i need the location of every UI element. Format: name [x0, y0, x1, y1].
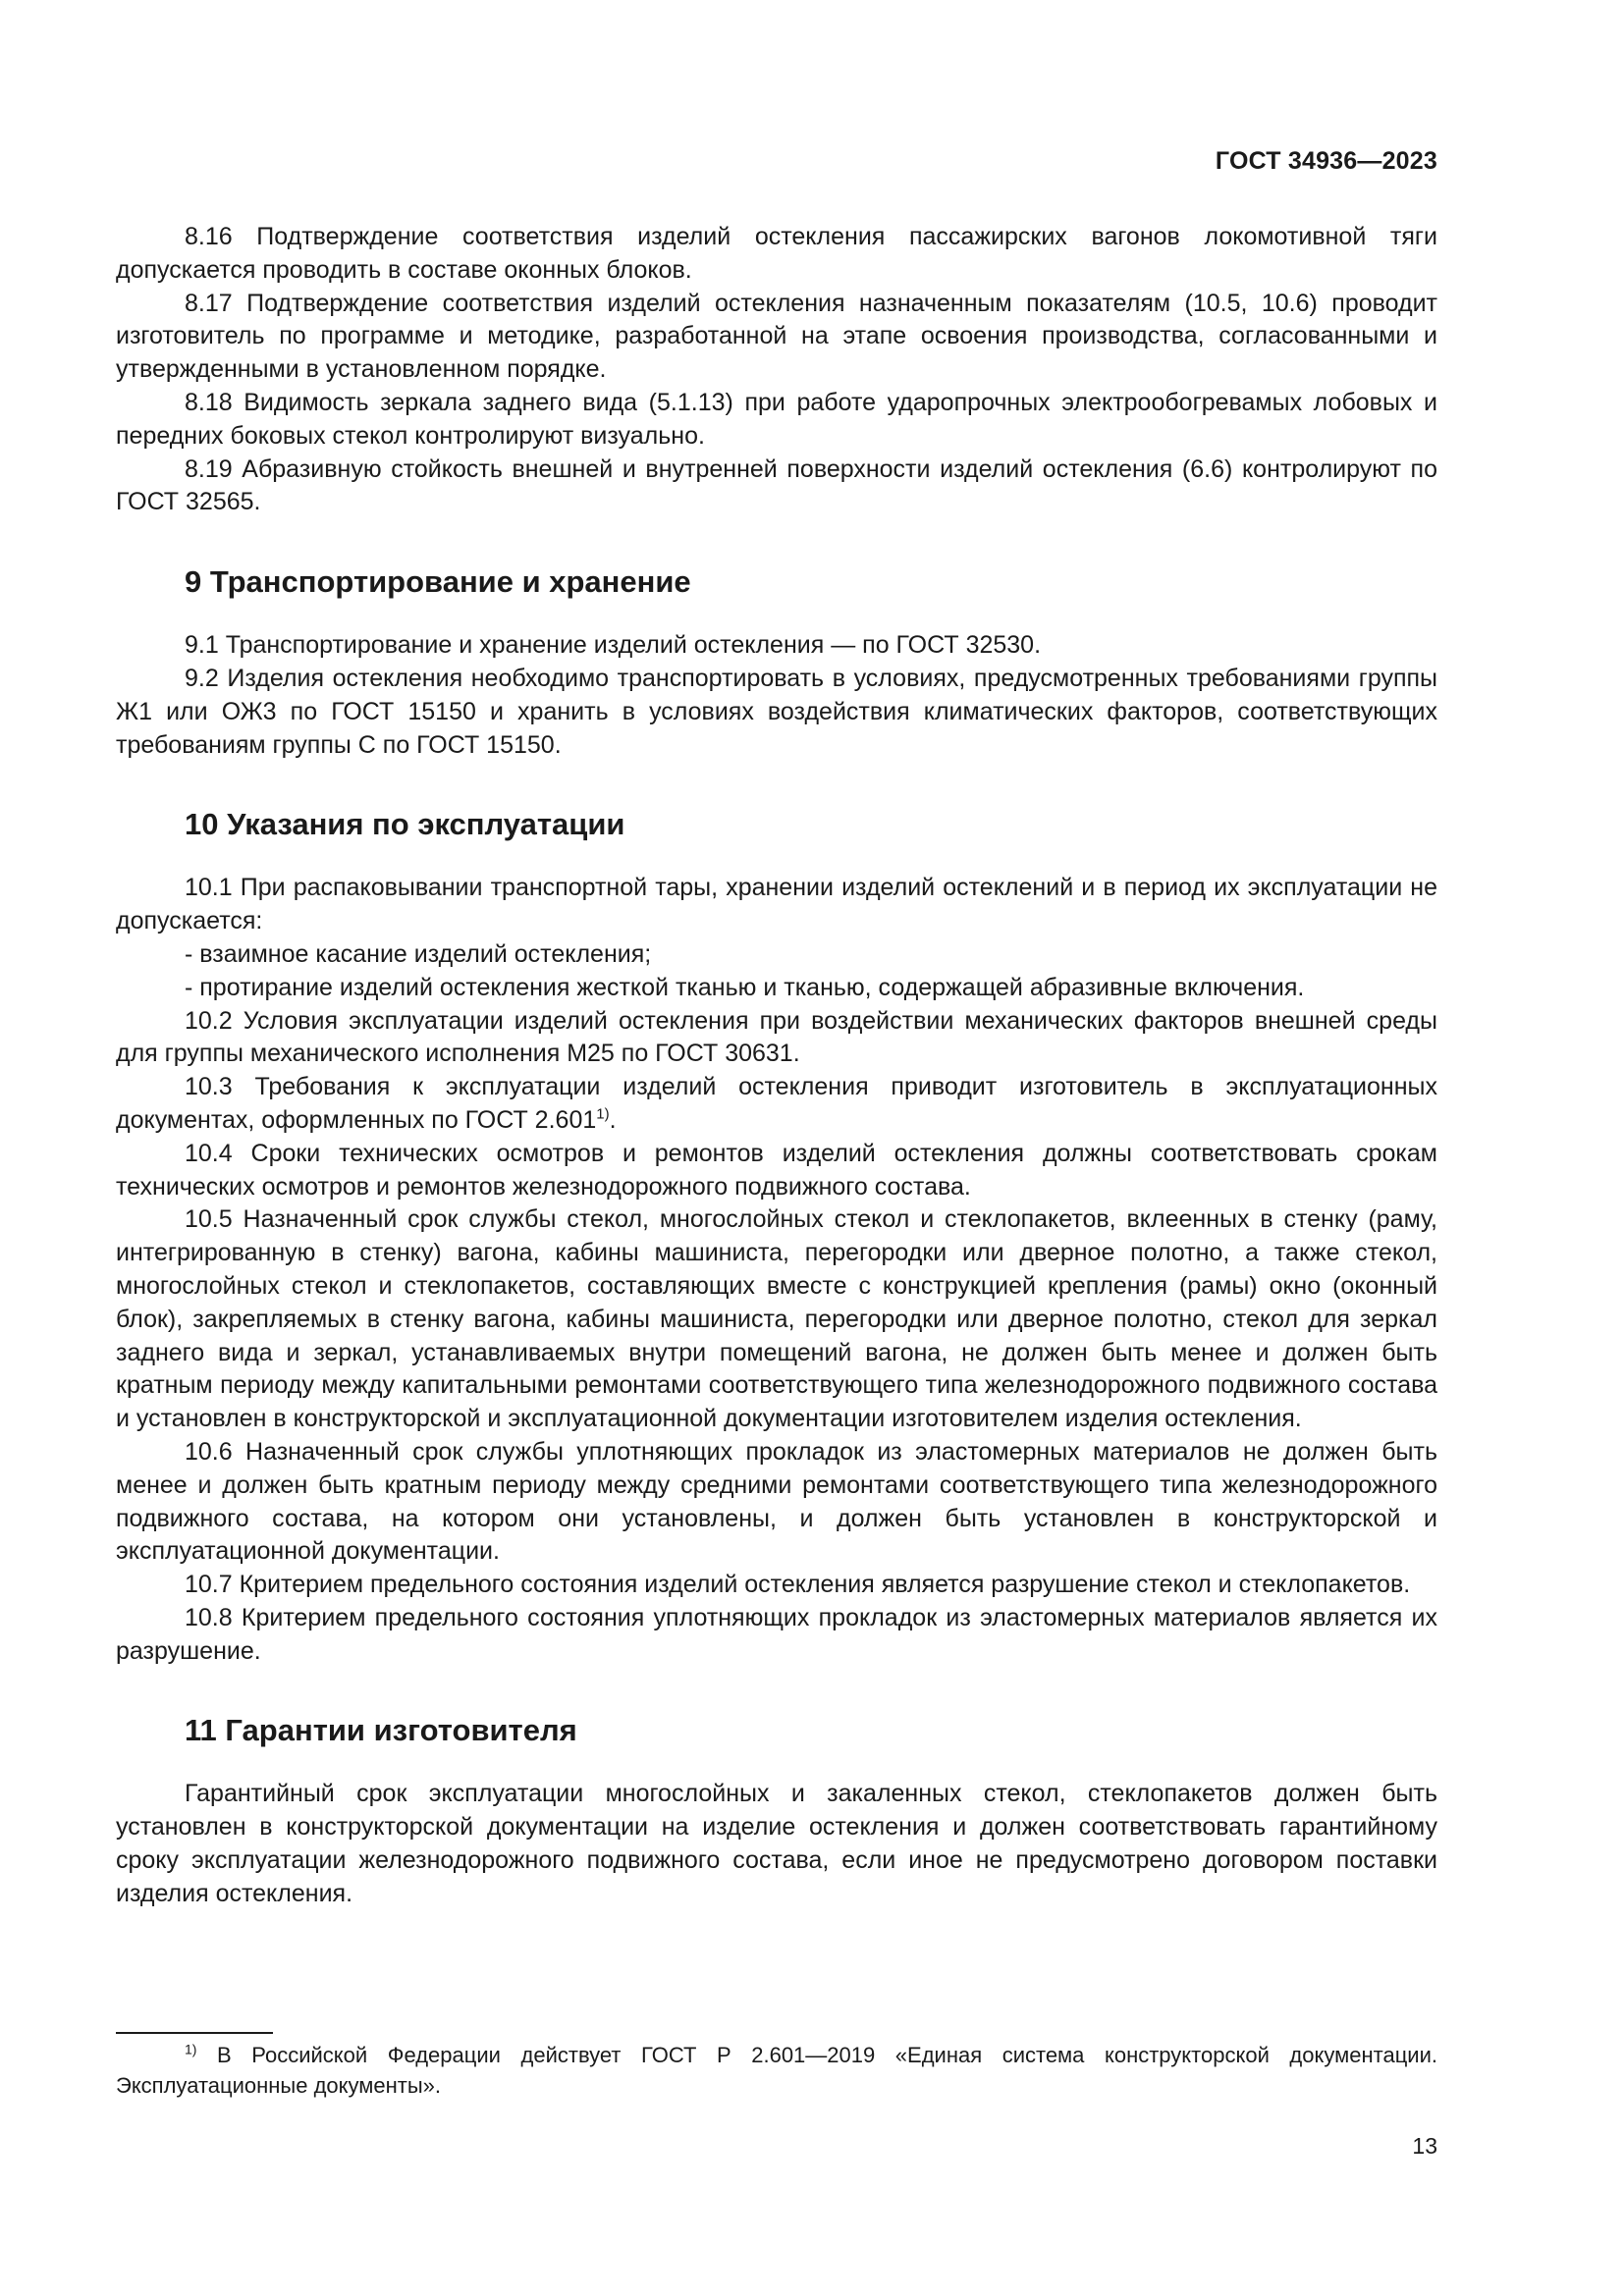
paragraph-10-5: 10.5 Назначенный срок службы стекол, многослойных стекол и стеклопакетов, вклеенных в стенку (раму, интегрированную в стенку) вагона, кабины машиниста, перегородки или дверное полотно, а также стекол, многослойных стекол и стеклопакетов, составляющих вместе с конструкцией крепления (рамы) окно (оконный блок), закрепляемых в стенку вагона, кабины машиниста, перегородки или дверное полотно, стекол для зеркал заднего вида и зеркал, устанавливаемых внутри помещений вагона, не должен быть менее и должен быть кратным периоду между капитальными ремонтами соответствующего типа железнодорожного подвижного состава и установлен в конструкторской и эксплуатационной документации изготовителем изделия остекления.: [116, 1205, 1437, 1433]
footnote-body: В Российской Федерации действует ГОСТ Р 2.601—2019 «Единая система конструкторской документации. Эксплуатационные документы».: [116, 2043, 1437, 2098]
paragraph-8-17: 8.17 Подтверждение соответствия изделий остекления назначенным показателям (10.5, 10.6) проводит изготовитель по программе и методике, разработанной на этапе освоения производства, согласованными и утвержденными в установленном порядке.: [116, 289, 1437, 384]
paragraph-10-3-text: 10.3 Требования к эксплуатации изделий остекления приводит изготовитель в эксплуатационных документах, оформленных по ГОСТ 2.601: [116, 1073, 1437, 1134]
footnote-area: [116, 2032, 1437, 2101]
footnote-reference[interactable]: 1): [596, 1105, 610, 1123]
document-page: [116, 0, 1437, 2296]
page-content: [116, 221, 1437, 1911]
paragraph-8-18: 8.18 Видимость зеркала заднего вида (5.1.13) при работе ударопрочных электрообогревамых лобовых и передних боковых стекол контролируют визуально.: [116, 388, 1437, 450]
paragraph-10-4: 10.4 Сроки технических осмотров и ремонтов изделий остекления должны соответствовать срокам технических осмотров и ремонтов железнодорожного подвижного состава.: [116, 1139, 1437, 1201]
paragraph-9-2: 9.2 Изделия остекления необходимо транспортировать в условиях, предусмотренных требованиями группы Ж1 или ОЖ3 по ГОСТ 15150 и хранить в условиях воздействия климатических факторов, соответствующих требованиям группы С по ГОСТ 15150.: [116, 664, 1437, 759]
paragraph-10-3: [116, 1071, 1437, 1138]
footnote-marker: 1): [185, 2041, 197, 2057]
paragraph-10-2: 10.2 Условия эксплуатации изделий остекления при воздействии механических факторов внешней среды для группы механического исполнения М25 по ГОСТ 30631.: [116, 1006, 1437, 1068]
paragraph-11: Гарантийный срок эксплуатации многослойных и закаленных стекол, стеклопакетов должен быть установлен в конструкторской документации на изделие остекления и должен соответствовать гарантийному сроку эксплуатации железнодорожного подвижного состава, если иное не предусмотрено договором поставки изделия остекления.: [116, 1780, 1437, 1907]
paragraph-8-19: 8.19 Абразивную стойкость внешней и внутренней поверхности изделий остекления (6.6) контролируют по ГОСТ 32565.: [116, 454, 1437, 516]
document-code-header: ГОСТ 34936—2023: [1215, 147, 1437, 175]
page-number: 13: [1412, 2133, 1437, 2159]
section-10-heading: 10 Указания по эксплуатации: [185, 807, 625, 842]
paragraph-10-6: 10.6 Назначенный срок службы уплотняющих прокладок из эластомерных материалов не должен быть менее и должен быть кратным периоду между средними ремонтами соответствующего типа железнодорожного подвижного состава, на котором они установлены, и должен быть установлен в конструкторской и эксплуатационной документации.: [116, 1437, 1437, 1566]
footnote-text: [116, 2040, 1437, 2101]
paragraph-10-3-end: .: [609, 1105, 617, 1134]
list-item-dash-1: - взаимное касание изделий остекления;: [185, 939, 652, 968]
list-item-dash-2: - протирание изделий остекления жесткой тканью и тканью, содержащей абразивные включения.: [185, 973, 1305, 1001]
section-9-heading: 9 Транспортирование и хранение: [185, 564, 691, 600]
paragraph-9-1: 9.1 Транспортирование и хранение изделий остекления — по ГОСТ 32530.: [185, 631, 1042, 660]
paragraph-10-8: 10.8 Критерием предельного состояния уплотняющих прокладок из эластомерных материалов является их разрушение.: [116, 1603, 1437, 1665]
footnote-divider: [116, 2032, 273, 2034]
section-11-heading: 11 Гарантии изготовителя: [185, 1713, 577, 1748]
paragraph-10-7: 10.7 Критерием предельного состояния изделий остекления является разрушение стекол и стеклопакетов.: [185, 1571, 1411, 1599]
paragraph-10-1: 10.1 При распаковывании транспортной тары, хранении изделий остеклений и в период их эксплуатации не допускается:: [116, 874, 1437, 935]
paragraph-8-16: 8.16 Подтверждение соответствия изделий остекления пассажирских вагонов локомотивной тяги допускается проводить в составе оконных блоков.: [116, 223, 1437, 284]
